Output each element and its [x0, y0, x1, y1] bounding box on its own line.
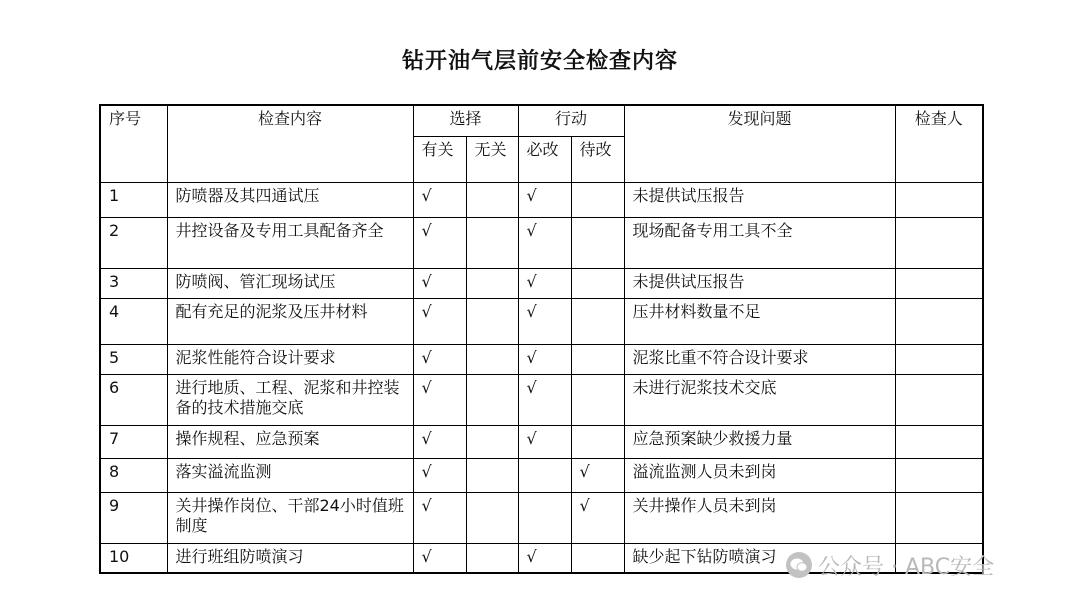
- row-unrelated-mark: [466, 458, 518, 492]
- watermark: [786, 548, 994, 582]
- watermark-text: 公众号 · ABC安全: [818, 554, 995, 580]
- row-pending-mark: [571, 182, 624, 217]
- row-pending-mark: [571, 298, 624, 344]
- row-content: 泥浆性能符合设计要求: [167, 344, 413, 374]
- row-unrelated-mark: [466, 492, 518, 543]
- row-pending-mark: [571, 217, 624, 268]
- row-inspector: [895, 182, 983, 217]
- row-unrelated-mark: [466, 182, 518, 217]
- row-unrelated-mark: [466, 425, 518, 458]
- row-issue: 缺少起下钻防喷演习: [624, 543, 895, 573]
- row-content: 进行地质、工程、泥浆和井控装备的技术措施交底: [167, 374, 413, 425]
- header-select-no: 无关: [466, 136, 518, 182]
- row-inspector: [895, 492, 983, 543]
- table-row: [100, 374, 983, 425]
- row-pending-mark: [571, 425, 624, 458]
- row-content: 落实溢流监测: [167, 458, 413, 492]
- row-number: 8: [100, 458, 167, 492]
- row-content: 配有充足的泥浆及压井材料: [167, 298, 413, 344]
- row-issue: 未提供试压报告: [624, 268, 895, 298]
- table-row: [100, 344, 983, 374]
- row-unrelated-mark: [466, 344, 518, 374]
- table-row: [100, 425, 983, 458]
- row-must-fix-mark: √: [518, 425, 571, 458]
- row-pending-mark: [571, 344, 624, 374]
- row-issue: 现场配备专用工具不全: [624, 217, 895, 268]
- row-number: 2: [100, 217, 167, 268]
- row-number: 10: [100, 543, 167, 573]
- row-pending-mark: √: [571, 492, 624, 543]
- row-unrelated-mark: [466, 217, 518, 268]
- row-must-fix-mark: √: [518, 344, 571, 374]
- header-issue: 发现问题: [624, 105, 895, 182]
- row-related-mark: √: [413, 298, 466, 344]
- header-select-yes: 有关: [413, 136, 466, 182]
- table-row: [100, 182, 983, 217]
- row-issue: 应急预案缺少救援力量: [624, 425, 895, 458]
- row-related-mark: √: [413, 543, 466, 573]
- row-must-fix-mark: [518, 492, 571, 543]
- inspection-table: [99, 104, 984, 574]
- row-content: 关井操作岗位、干部24小时值班制度: [167, 492, 413, 543]
- row-unrelated-mark: [466, 374, 518, 425]
- row-pending-mark: [571, 374, 624, 425]
- row-related-mark: √: [413, 492, 466, 543]
- row-inspector: [895, 425, 983, 458]
- row-related-mark: √: [413, 425, 466, 458]
- row-number: 3: [100, 268, 167, 298]
- row-inspector: [895, 298, 983, 344]
- row-issue: 未提供试压报告: [624, 182, 895, 217]
- header-action-wait: 待改: [571, 136, 624, 182]
- row-pending-mark: [571, 543, 624, 573]
- row-content: 进行班组防喷演习: [167, 543, 413, 573]
- header-action-must: 必改: [518, 136, 571, 182]
- row-must-fix-mark: √: [518, 543, 571, 573]
- row-number: 6: [100, 374, 167, 425]
- row-issue: 压井材料数量不足: [624, 298, 895, 344]
- row-must-fix-mark: [518, 458, 571, 492]
- row-unrelated-mark: [466, 543, 518, 573]
- chat-bubble-icon: [786, 552, 812, 578]
- row-number: 1: [100, 182, 167, 217]
- row-number: 5: [100, 344, 167, 374]
- table-row: [100, 492, 983, 543]
- table-row: [100, 458, 983, 492]
- header-action: 行动: [518, 105, 624, 136]
- row-must-fix-mark: √: [518, 217, 571, 268]
- row-number: 7: [100, 425, 167, 458]
- row-pending-mark: [571, 268, 624, 298]
- row-related-mark: √: [413, 182, 466, 217]
- table-row: [100, 298, 983, 344]
- row-inspector: [895, 268, 983, 298]
- row-content: 防喷器及其四通试压: [167, 182, 413, 217]
- row-unrelated-mark: [466, 268, 518, 298]
- header-select: 选择: [413, 105, 518, 136]
- row-related-mark: √: [413, 268, 466, 298]
- row-number: 4: [100, 298, 167, 344]
- row-inspector: [895, 344, 983, 374]
- row-issue: 溢流监测人员未到岗: [624, 458, 895, 492]
- row-content: 操作规程、应急预案: [167, 425, 413, 458]
- row-content: 防喷阀、管汇现场试压: [167, 268, 413, 298]
- table-row: [100, 217, 983, 268]
- header-no: 序号: [100, 105, 167, 182]
- row-must-fix-mark: √: [518, 374, 571, 425]
- row-inspector: [895, 217, 983, 268]
- row-must-fix-mark: √: [518, 298, 571, 344]
- row-issue: 关井操作人员未到岗: [624, 492, 895, 543]
- page-title: 钻开油气层前安全检查内容: [401, 49, 678, 74]
- row-related-mark: √: [413, 217, 466, 268]
- row-must-fix-mark: √: [518, 182, 571, 217]
- row-issue: 未进行泥浆技术交底: [624, 374, 895, 425]
- row-related-mark: √: [413, 344, 466, 374]
- row-number: 9: [100, 492, 167, 543]
- row-related-mark: √: [413, 458, 466, 492]
- header-content: 检查内容: [167, 105, 413, 182]
- table-row: [100, 268, 983, 298]
- row-pending-mark: √: [571, 458, 624, 492]
- row-must-fix-mark: √: [518, 268, 571, 298]
- row-unrelated-mark: [466, 298, 518, 344]
- row-inspector: [895, 458, 983, 492]
- row-related-mark: √: [413, 374, 466, 425]
- row-content: 井控设备及专用工具配备齐全: [167, 217, 413, 268]
- row-issue: 泥浆比重不符合设计要求: [624, 344, 895, 374]
- row-inspector: [895, 374, 983, 425]
- header-inspector: 检查人: [895, 105, 983, 182]
